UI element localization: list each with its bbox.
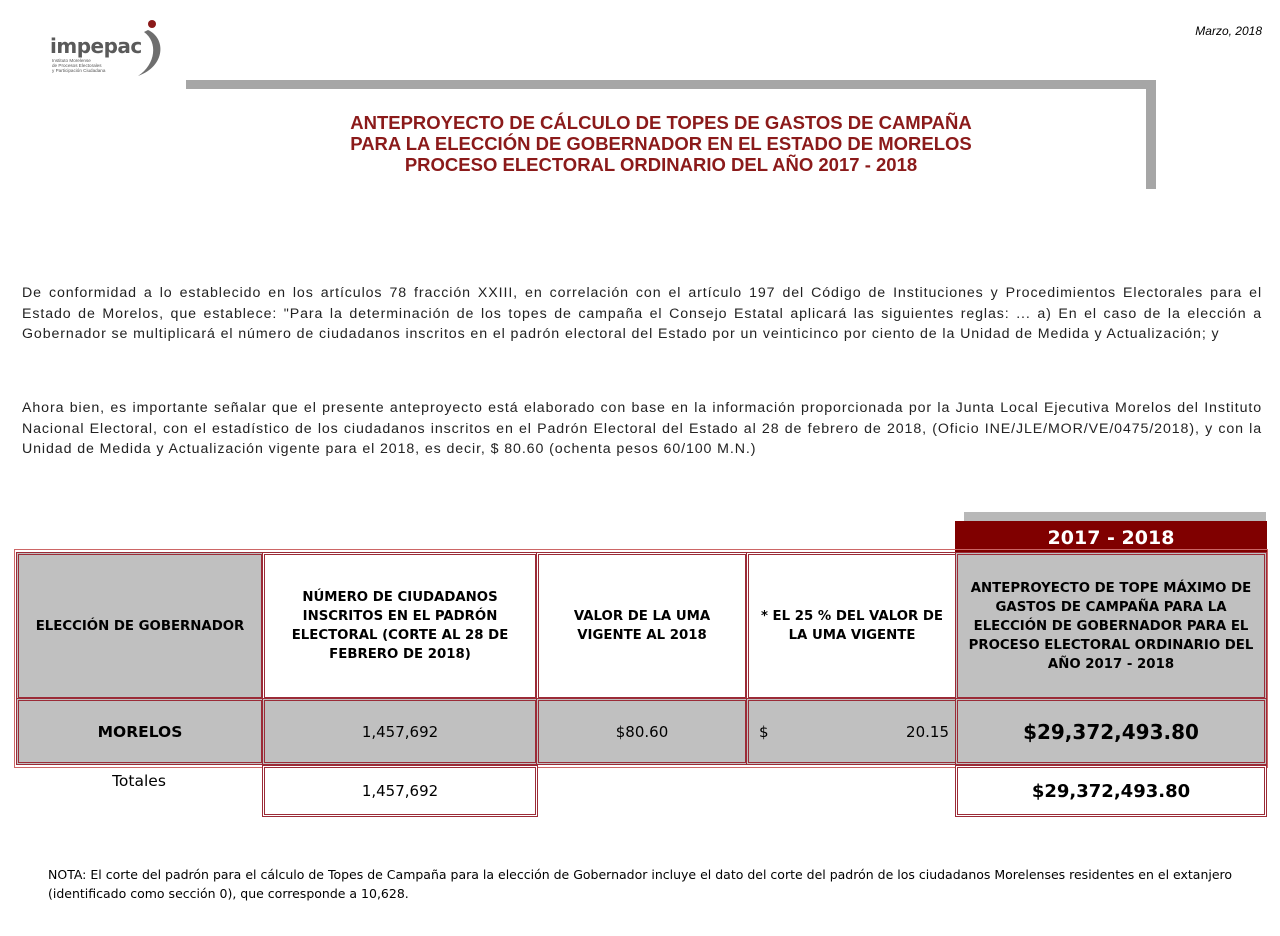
title-line-3: PROCESO ELECTORAL ORDINARIO DEL AÑO 2017 - 2018 — [404, 154, 918, 175]
header-citizens: NÚMERO DE CIUDADANOS INSCRITOS EN EL PADRÓN ELECTORAL (CORTE AL 28 DE FEBRERO DE 2018) — [262, 552, 538, 700]
title-frame-top — [186, 80, 1156, 89]
row-campaign-cap: $29,372,493.80 — [955, 698, 1267, 765]
header-election: ELECCIÓN DE GOBERNADOR — [16, 552, 264, 700]
row-uma-25 — [746, 698, 958, 765]
logo-subtitle: Instituto Morelense de Procesos Electorales y Participación Ciudadana — [52, 58, 106, 73]
totals-campaign-cap: $29,372,493.80 — [955, 765, 1267, 817]
logo-wordmark: impepac — [50, 34, 142, 58]
header-campaign-cap: ANTEPROYECTO DE TOPE MÁXIMO DE GASTOS DE CAMPAÑA PARA LA ELECCIÓN DE GOBERNADOR PARA EL PROCESO ELECTORAL ORDINARIO DEL AÑO 2017 - 2018 — [955, 552, 1267, 700]
logo-figure-icon — [108, 18, 170, 80]
row-state: MORELOS — [16, 698, 264, 765]
totals-citizens: 1,457,692 — [262, 765, 538, 817]
title-frame-right — [1146, 80, 1156, 189]
paragraph-legal-basis: De conformidad a lo establecido en los artículos 78 fracción XXIII, en correlación con el artículo 197 del Código de Instituciones y Procedimientos Electorales para el Estado de Morelos, que establece: "Para la determinación de los topes de campaña el Consejo Estatal aplicará las siguientes reglas: ... a) En el caso de la elección a Gobernador se multiplicará el número de ciudadanos inscritos en el padrón electoral del Estado por un veinticinco por ciento de la Unidad de Medida y Actualización; y — [22, 285, 1262, 342]
title-line-2: PARA LA ELECCIÓN DE GOBERNADOR EN EL ESTADO DE MORELOS — [350, 133, 972, 154]
header-uma-25: * EL 25 % DEL VALOR DE LA UMA VIGENTE — [746, 552, 958, 700]
paragraph-data-source: Ahora bien, es importante señalar que el presente anteproyecto está elaborado con base en la información proporcionada por la Junta Local Ejecutiva Morelos del Instituto Nacional Electoral, con el estadístico de los ciudadanos inscritos en el Padrón Electoral del Estado al 28 de febrero de 2018, (Oficio INE/JLE/MOR/VE/0475/2018), y con la Unidad de Medida y Actualización vigente para el 2018, es decir, $ 80.60 (ochenta pesos 60/100 M.N.) — [22, 400, 1262, 457]
row-uma: $80.60 — [536, 698, 748, 765]
footnote: NOTA: El corte del padrón para el cálculo de Topes de Campaña para la elección de Gobernador incluye el dato del corte del padrón de los ciudadanos Morelenses residentes en el extanjero (identificado como sección 0), que corresponde a 10,628. — [48, 867, 1233, 901]
impepac-logo — [48, 18, 168, 80]
uma-25-value: 20.15 — [906, 722, 949, 741]
uma-25-currency: $ — [759, 722, 769, 741]
title-line-1: ANTEPROYECTO DE CÁLCULO DE TOPES DE GASTOS DE CAMPAÑA — [350, 112, 972, 133]
totals-label: Totales — [112, 772, 166, 790]
document-date: Marzo, 2018 — [1195, 24, 1262, 38]
row-citizens: 1,457,692 — [262, 698, 538, 765]
period-badge: 2017 - 2018 — [955, 521, 1267, 552]
document-title — [186, 112, 1136, 175]
header-uma: VALOR DE LA UMA VIGENTE AL 2018 — [536, 552, 748, 700]
